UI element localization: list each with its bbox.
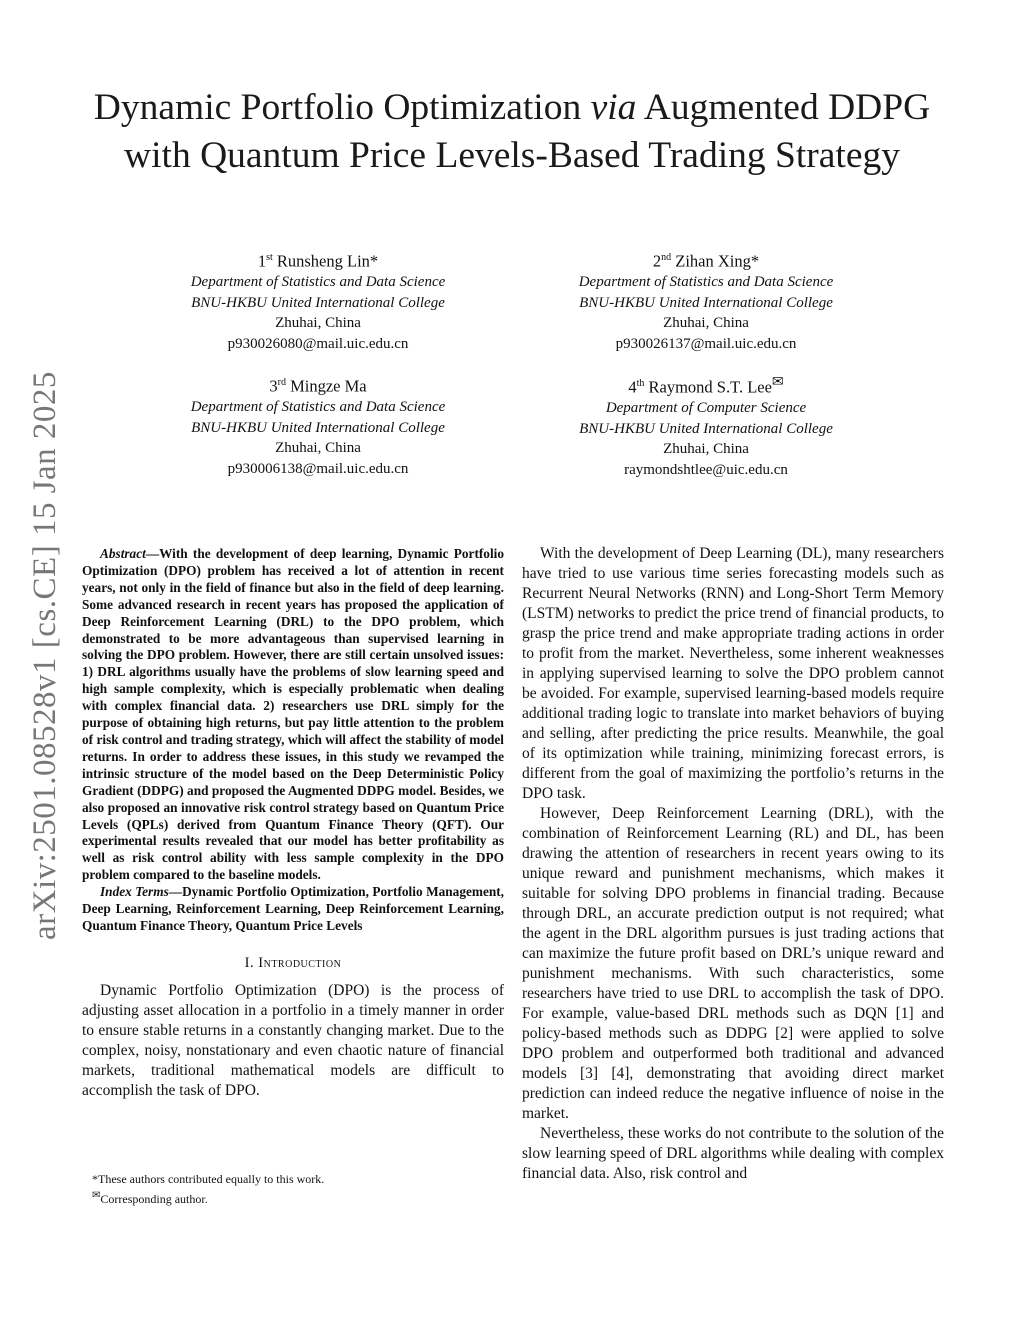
abstract bbox=[82, 546, 504, 884]
abstract-label: Abstract bbox=[100, 546, 146, 561]
author-city: Zhuhai, China bbox=[275, 315, 361, 331]
index-terms bbox=[82, 884, 504, 935]
author-email: p930006138@mail.uic.edu.cn bbox=[227, 460, 409, 477]
author-college: BNU-HKBU United International College bbox=[191, 419, 445, 436]
author-department: Department of Computer Science bbox=[605, 400, 807, 416]
title-part2: Augmented DDPG with Quantum Price Levels-Based Trading Strategy bbox=[124, 87, 931, 176]
intro-paragraph: Dynamic Portfolio Optimization (DPO) is the process of adjusting asset allocation in a portfolio in a timely manner in order to ensure stable returns in a constantly changing market. Due to the complex, noisy, nonstationary and even chaotic nature of financial markets, traditional mathematical models are difficult to accomplish the task of DPO. bbox=[82, 981, 504, 1099]
title-italic: via bbox=[590, 87, 637, 128]
right-column bbox=[522, 544, 944, 1184]
envelope-icon: ✉ bbox=[771, 375, 784, 390]
author-college: BNU-HKBU United International College bbox=[579, 294, 833, 311]
abstract-text: —With the development of deep learning, Dynamic Portfolio Optimization (DPO) problem has received a lot of attention in recent years, not only in the field of finance but also in the field of deep learning. Some advanced research in recent years has proposed the application of Deep Reinforcement Learning (DRL) to the DPO problem, which demonstrated to be more advantageous than supervised learning in solving the DPO problem. However, there are still certain unsolved issues: 1) DRL algorithms usually have the problems of slow learning speed and high sample complexity, which is especially problematic when dealing with complex financial data. 2) researchers use DRL simply for the purpose of obtaining high returns, but pay little attention to the problem of risk control and trading strategy, which will affect the stability of model returns. In order to address these issues, in this study we revamped the intrinsic structure of the model based on the Deep Deterministic Policy Gradient (DDPG) and proposed the Augmented DDPG model. Besides, we also proposed an innovative risk control strategy based on Quantum Price Levels (QPLs) derived from Quantum Finance Theory (QFT). Our experimental results revealed that our model has better profitability as well as risk control ability with less sample complexity in the DPO problem compared to the baseline models. bbox=[82, 546, 504, 883]
footnote-corresponding: ✉Corresponding author. bbox=[92, 1189, 208, 1206]
arxiv-identifier: arXiv:2501.08528v1 [cs.CE] 15 Jan 2025 bbox=[27, 371, 63, 940]
left-column bbox=[82, 546, 504, 1101]
author-block-1 bbox=[128, 248, 508, 354]
author-department: Department of Statistics and Data Science bbox=[578, 274, 834, 290]
section-heading: I. Introduction bbox=[244, 954, 342, 971]
title-part1: Dynamic Portfolio Optimization bbox=[93, 87, 591, 128]
author-name: 4th Raymond S.T. Lee✉ bbox=[628, 375, 784, 397]
body-paragraph: With the development of Deep Learning (DL), many researchers have tried to use various time series forecasting models such as Recurrent Neural Networks (RNN) and Long-Short Term Memory (LSTM) networks to predict the price trend of financial products, to grasp the price trend and make appropriate trading actions in order to profit from the market. Nevertheless, some inherent weaknesses in applying supervised learning to solve the DPO problem cannot be avoided. For example, supervised learning-based models require additional trading logic to translate into market behaviors of buying and selling, after predicting the price results. Meanwhile, the goal of its optimization while training, minimizing forecast errors, is different from the goal of maximizing the portfolio’s returns in the DPO task. bbox=[522, 545, 944, 802]
author-email: p930026137@mail.uic.edu.cn bbox=[615, 335, 797, 352]
footnotes bbox=[82, 1172, 502, 1207]
author-city: Zhuhai, China bbox=[663, 315, 749, 331]
paper-title bbox=[90, 84, 934, 180]
author-block-2 bbox=[516, 248, 896, 354]
author-email: raymondshtlee@uic.edu.cn bbox=[624, 461, 788, 478]
author-name: 2nd Zihan Xing* bbox=[652, 251, 760, 271]
index-terms-text: —Dynamic Portfolio Optimization, Portfolio Management, Deep Learning, Reinforcement Learning, Deep Reinforcement Learning, Quantum Finance Theory, Quantum Price Levels bbox=[82, 884, 505, 933]
author-department: Department of Statistics and Data Science bbox=[190, 399, 446, 415]
author-city: Zhuhai, China bbox=[275, 440, 361, 456]
author-name: 3rd Mingze Ma bbox=[269, 376, 367, 396]
author-college: BNU-HKBU United International College bbox=[579, 420, 833, 437]
envelope-icon: ✉ bbox=[92, 1189, 101, 1201]
author-block-4 bbox=[516, 373, 896, 480]
author-department: Department of Statistics and Data Science bbox=[190, 274, 446, 290]
footnote-equal-contribution: *These authors contributed equally to this work. bbox=[92, 1172, 325, 1186]
body-paragraph: However, Deep Reinforcement Learning (DRL), with the combination of Reinforcement Learning (RL) and DL, has been drawing the attention of researchers in recent years owing to its unique reward and punishment mechanisms, which makes it suitable for solving DPO problems in financial trading. Because through DRL, an accurate prediction output is not required; what the agent in the DRL algorithm pursues is just trading actions that can maximize the future profit based on DRL’s unique reward and punishment mechanisms. With such characteristics, some researchers have tried to use DRL to accomplish the task of DPO. For example, value-based DRL methods such as DQN [1] and policy-based methods such as DDPG [2] were applied to solve DPO problem and outperformed both traditional and advanced models [3] [4], demonstrating that avoiding direct market prediction can indeed reduce the negative influence of noise in the market. bbox=[522, 805, 944, 1122]
author-city: Zhuhai, China bbox=[663, 441, 749, 457]
author-name: 1st Runsheng Lin* bbox=[257, 251, 379, 271]
author-college: BNU-HKBU United International College bbox=[191, 294, 445, 311]
author-block-3 bbox=[128, 373, 508, 479]
author-email: p930026080@mail.uic.edu.cn bbox=[227, 335, 409, 352]
index-terms-label: Index Terms bbox=[100, 884, 169, 900]
body-paragraph: Nevertheless, these works do not contribute to the solution of the slow learning speed of DRL algorithms while dealing with complex financial data. Also, risk control and bbox=[522, 1125, 944, 1182]
